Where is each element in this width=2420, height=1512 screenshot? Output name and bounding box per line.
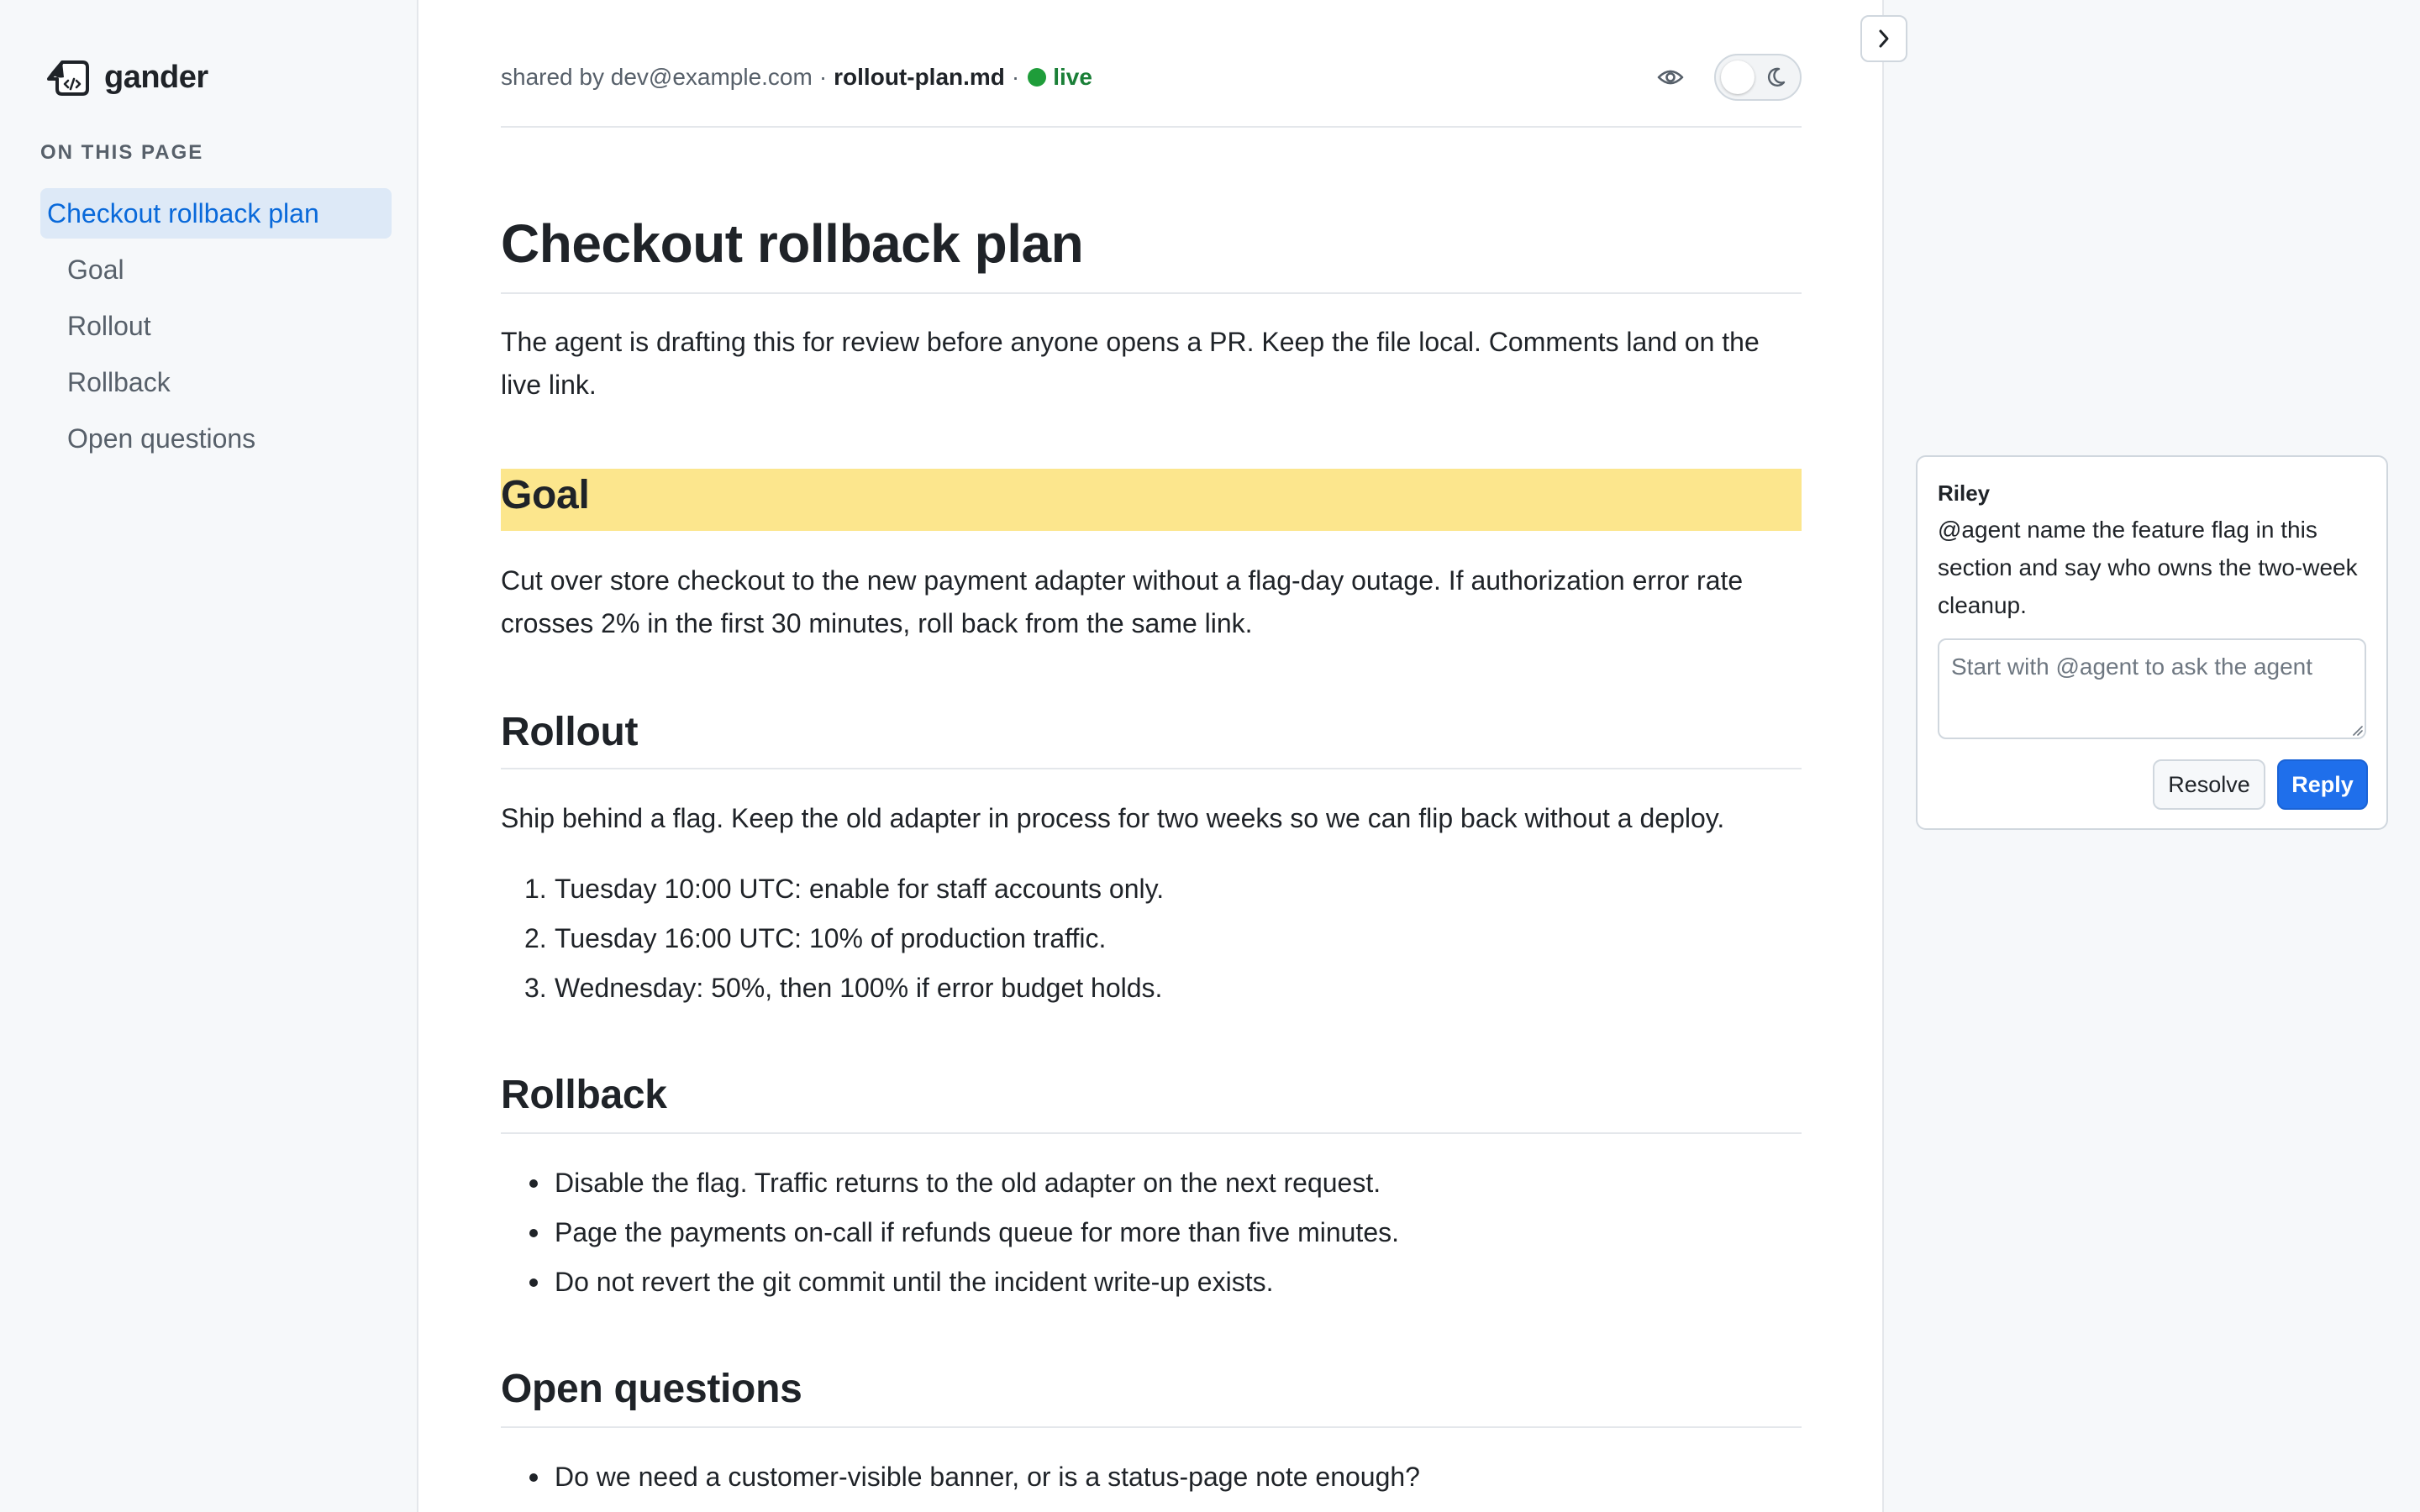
toc-item-rollback[interactable]: Rollback xyxy=(67,366,171,397)
heading-rollout: Rollout xyxy=(501,710,639,754)
collapse-comments-button[interactable] xyxy=(1860,15,1907,62)
list-item xyxy=(501,1215,1802,1265)
table-of-contents xyxy=(40,188,392,470)
toc-item-checkout-rollback-plan[interactable]: Checkout rollback plan xyxy=(40,188,392,239)
list-item xyxy=(501,1166,1802,1215)
resolve-button[interactable]: Resolve xyxy=(2153,759,2265,810)
intro-paragraph: The agent is drafting this for review before anyone opens a PR. Keep the file local. Comments land on the live link. xyxy=(501,327,1760,400)
rollout-paragraph: Ship behind a flag. Keep the old adapter in process for two weeks so we can flip back without a deploy. xyxy=(501,803,1725,833)
heading-rollback: Rollback xyxy=(501,1073,667,1117)
list-item xyxy=(501,1460,1802,1509)
list-item-text: Do not revert the git commit until the incident write-up exists. xyxy=(555,1267,1274,1297)
divider xyxy=(501,1426,1802,1428)
resize-handle-icon[interactable] xyxy=(2349,722,2363,736)
list-item xyxy=(501,921,1802,971)
eye-icon xyxy=(1657,68,1684,87)
toc-item-rollout[interactable]: Rollout xyxy=(67,310,151,341)
theme-toggle[interactable] xyxy=(1714,54,1802,101)
heading-goal: Goal xyxy=(501,473,590,517)
rollout-steps xyxy=(501,872,1802,1021)
gander-logo-icon xyxy=(45,54,92,101)
list-item-text: Disable the flag. Traffic returns to the old adapter on the next request. xyxy=(555,1168,1381,1198)
document-title: Checkout rollback plan xyxy=(501,213,1084,274)
brand-name: gander xyxy=(104,59,208,95)
chevron-right-icon xyxy=(1875,28,1893,50)
moon-icon xyxy=(1765,66,1786,88)
divider xyxy=(501,292,1802,294)
divider xyxy=(501,126,1802,128)
toggle-knob xyxy=(1721,60,1754,94)
divider xyxy=(501,768,1802,769)
separator: · xyxy=(818,64,828,90)
toc-item-open-questions[interactable]: Open questions xyxy=(67,423,256,454)
document xyxy=(501,0,1802,1512)
live-status: live xyxy=(1053,64,1092,90)
comment-author: Riley xyxy=(1938,480,1991,506)
list-item xyxy=(501,872,1802,921)
heading-open-questions: Open questions xyxy=(501,1367,802,1411)
list-item-text: Wednesday: 50%, then 100% if error budget holds. xyxy=(555,973,1163,1003)
list-item xyxy=(501,971,1802,1021)
list-marker: 3. xyxy=(524,973,547,1003)
list-item-text: Page the payments on-call if refunds queue for more than five minutes. xyxy=(555,1217,1399,1247)
separator: · xyxy=(1011,64,1020,90)
shared-by: shared by dev@example.com xyxy=(501,64,813,90)
rollback-list xyxy=(501,1166,1802,1315)
goal-paragraph: Cut over store checkout to the new payment adapter without a flag-day outage. If authorization error rate crosses 2% in the first 30 minutes, roll back from the same link. xyxy=(501,565,1744,638)
list-item-text: Tuesday 16:00 UTC: 10% of production traffic. xyxy=(555,923,1107,953)
comment-thread xyxy=(1916,455,2388,830)
list-marker: 2. xyxy=(524,923,547,953)
reply-button[interactable]: Reply xyxy=(2277,759,2368,810)
divider xyxy=(501,1132,1802,1134)
live-status-dot xyxy=(1028,68,1046,87)
preview-button[interactable] xyxy=(1654,60,1687,94)
open-questions-list xyxy=(501,1460,1802,1509)
toc-heading: ON THIS PAGE xyxy=(40,141,204,164)
list-marker: 1. xyxy=(524,874,547,904)
brand[interactable] xyxy=(45,54,208,101)
file-name: rollout-plan.md xyxy=(834,64,1005,90)
reply-input[interactable] xyxy=(1938,638,2366,739)
list-item-text: Do we need a customer-visible banner, or is a status-page note enough? xyxy=(555,1462,1420,1492)
comment-body: @agent name the feature flag in this section and say who owns the two-week cleanup. xyxy=(1938,517,2358,618)
sidebar xyxy=(0,0,418,1512)
list-item xyxy=(501,1265,1802,1315)
share-bar xyxy=(501,52,1802,102)
list-item-text: Tuesday 10:00 UTC: enable for staff accounts only. xyxy=(555,874,1165,904)
toc-item-goal[interactable]: Goal xyxy=(67,254,124,285)
